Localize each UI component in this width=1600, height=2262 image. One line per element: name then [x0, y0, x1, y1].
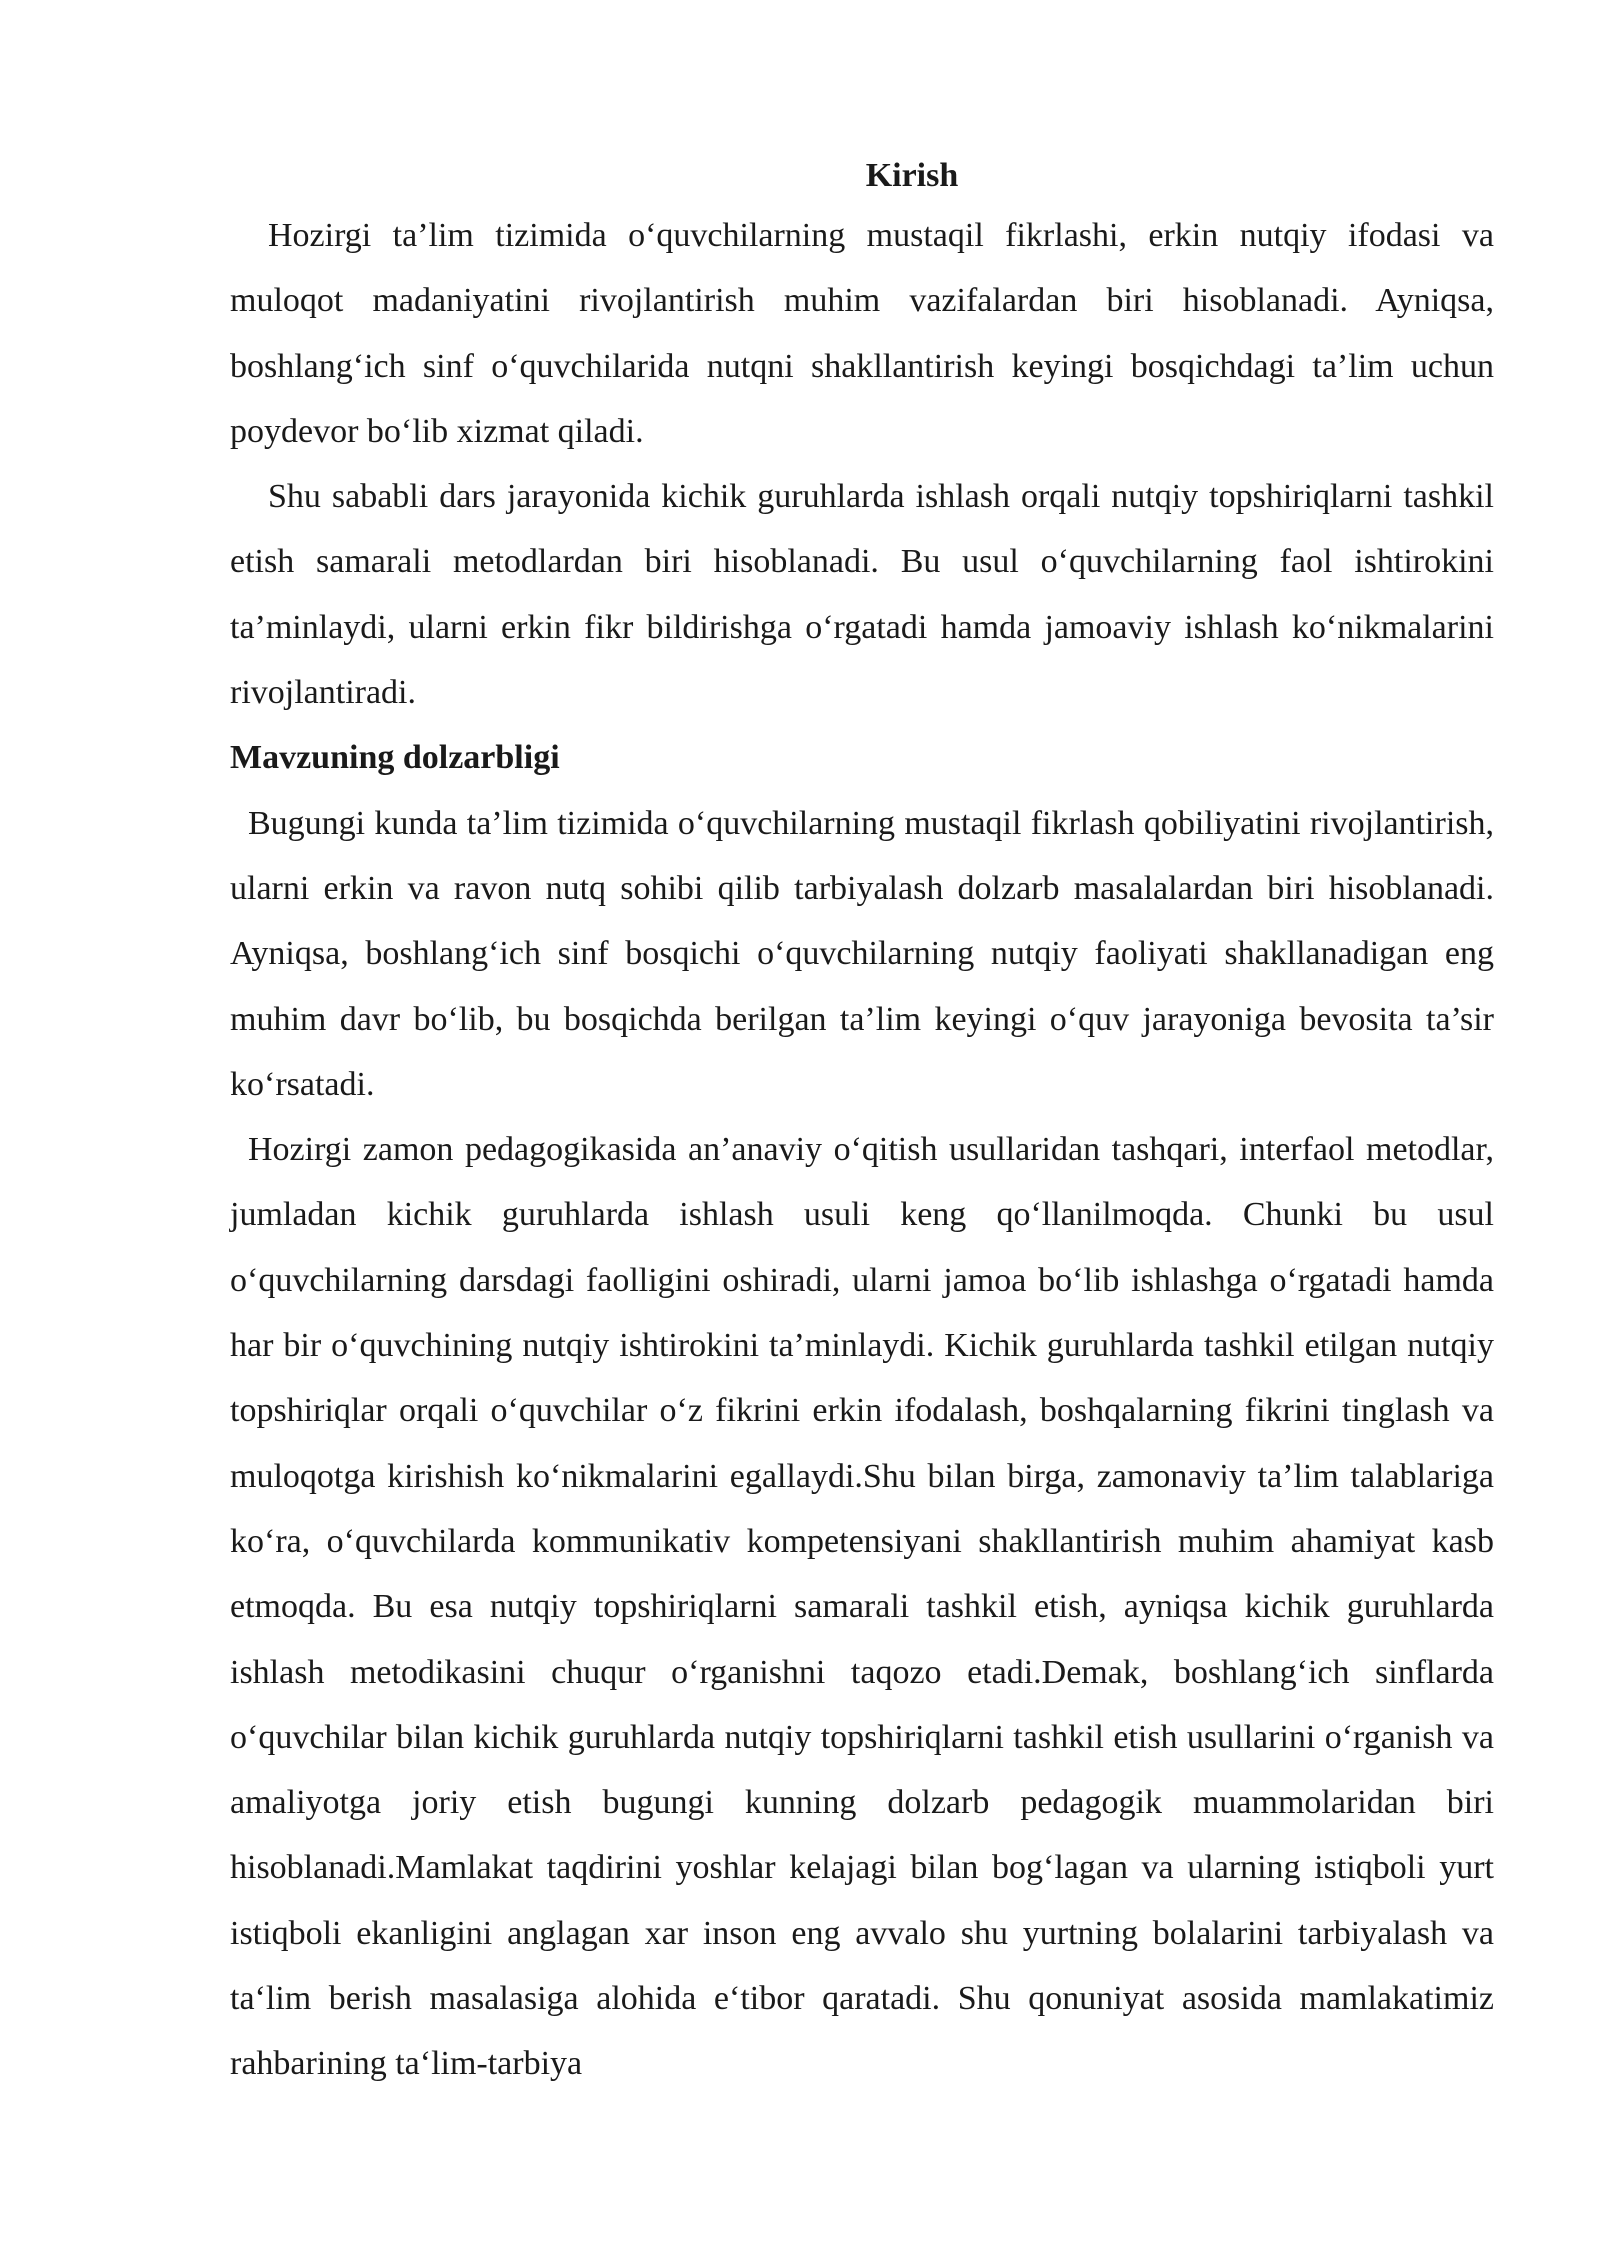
intro-paragraph-2: Shu sababli dars jarayonida kichik guruhlarda ishlash orqali nutqiy topshiriqlarni tashkil etish samarali metodlardan biri hisoblanadi. Bu usul o‘quvchilarning faol ishtirokini ta’minlaydi, ularni erkin fikr bildirishga o‘rgatadi hamda jamoaviy ishlash ko‘nikmalarini rivojlantiradi. — [230, 478, 1494, 712]
document-title: Kirish — [865, 157, 959, 194]
section-paragraph-1: Bugungi kunda ta’lim tizimida o‘quvchilarning mustaqil fikrlash qobiliyatini rivojlantirish, ularni erkin va ravon nutq sohibi qilib tarbiyalash dolzarb masalalardan biri hisoblanadi. Ayniqsa, boshlang‘ich sinf bosqichi o‘quvchilarning nutqiy faoliyati shakllanadigan eng muhim davr bo‘lib, bu bosqichda berilgan ta’lim keyingi o‘quv jarayoniga bevosita ta’sir ko‘rsatadi. — [230, 804, 1494, 1103]
intro-paragraph-1: Hozirgi ta’lim tizimida o‘quvchilarning mustaqil fikrlashi, erkin nutqiy ifodasi va muloqot madaniyatini rivojlantirish muhim vazifalardan biri hisoblanadi. Ayniqsa, boshlang‘ich sinf o‘quvchilarida nutqni shakllantirish keyingi bosqichdagi ta’lim uchun poydevor bo‘lib xizmat qiladi. — [230, 217, 1494, 450]
document-page — [230, 148, 1494, 2097]
section-paragraph-2: Hozirgi zamon pedagogikasida an’anaviy o‘qitish usullaridan tashqari, interfaol metodlar, jumladan kichik guruhlarda ishlash usuli keng qo‘llanilmoqda. Chunki bu usul o‘quvchilarning darsdagi faolligini oshiradi, ularni jamoa bo‘lib ishlashga o‘rgatadi hamda har bir o‘quvchining nutqiy ishtirokini ta’minlaydi. Kichik guruhlarda tashkil etilgan nutqiy topshiriqlar orqali o‘quvchilar o‘z fikrini erkin ifodalash, boshqalarning fikrini tinglash va muloqotga kirishish ko‘nikmalarini egallaydi.Shu bilan birga, zamonaviy ta’lim talablariga ko‘ra, o‘quvchilarda kommunikativ kompetensiyani shakllantirish muhim ahamiyat kasb etmoqda. Bu esa nutqiy topshiriqlarni samarali tashkil etish, ayniqsa kichik guruhlarda ishlash metodikasini chuqur o‘rganishni taqozo etadi.Demak, boshlang‘ich sinflarda o‘quvchilar bilan kichik guruhlarda nutqiy topshiriqlarni tashkil etish usullarini o‘rganish va amaliyotga joriy etish bugungi kunning dolzarb pedagogik muammolaridan biri hisoblanadi.Mamlakat taqdirini yoshlar kelajagi bilan bog‘lagan va ularning istiqboli yurt istiqboli ekanligini anglagan xar inson eng avvalo shu yurtning bolalarini tarbiyalash va ta‘lim berish masalasiga alohida e‘tibor qaratadi. Shu qonuniyat asosida mamlakatimiz rahbarining ta‘lim-tarbiya — [230, 1131, 1494, 2083]
section-heading: Mavzuning dolzarbligi — [230, 739, 560, 777]
